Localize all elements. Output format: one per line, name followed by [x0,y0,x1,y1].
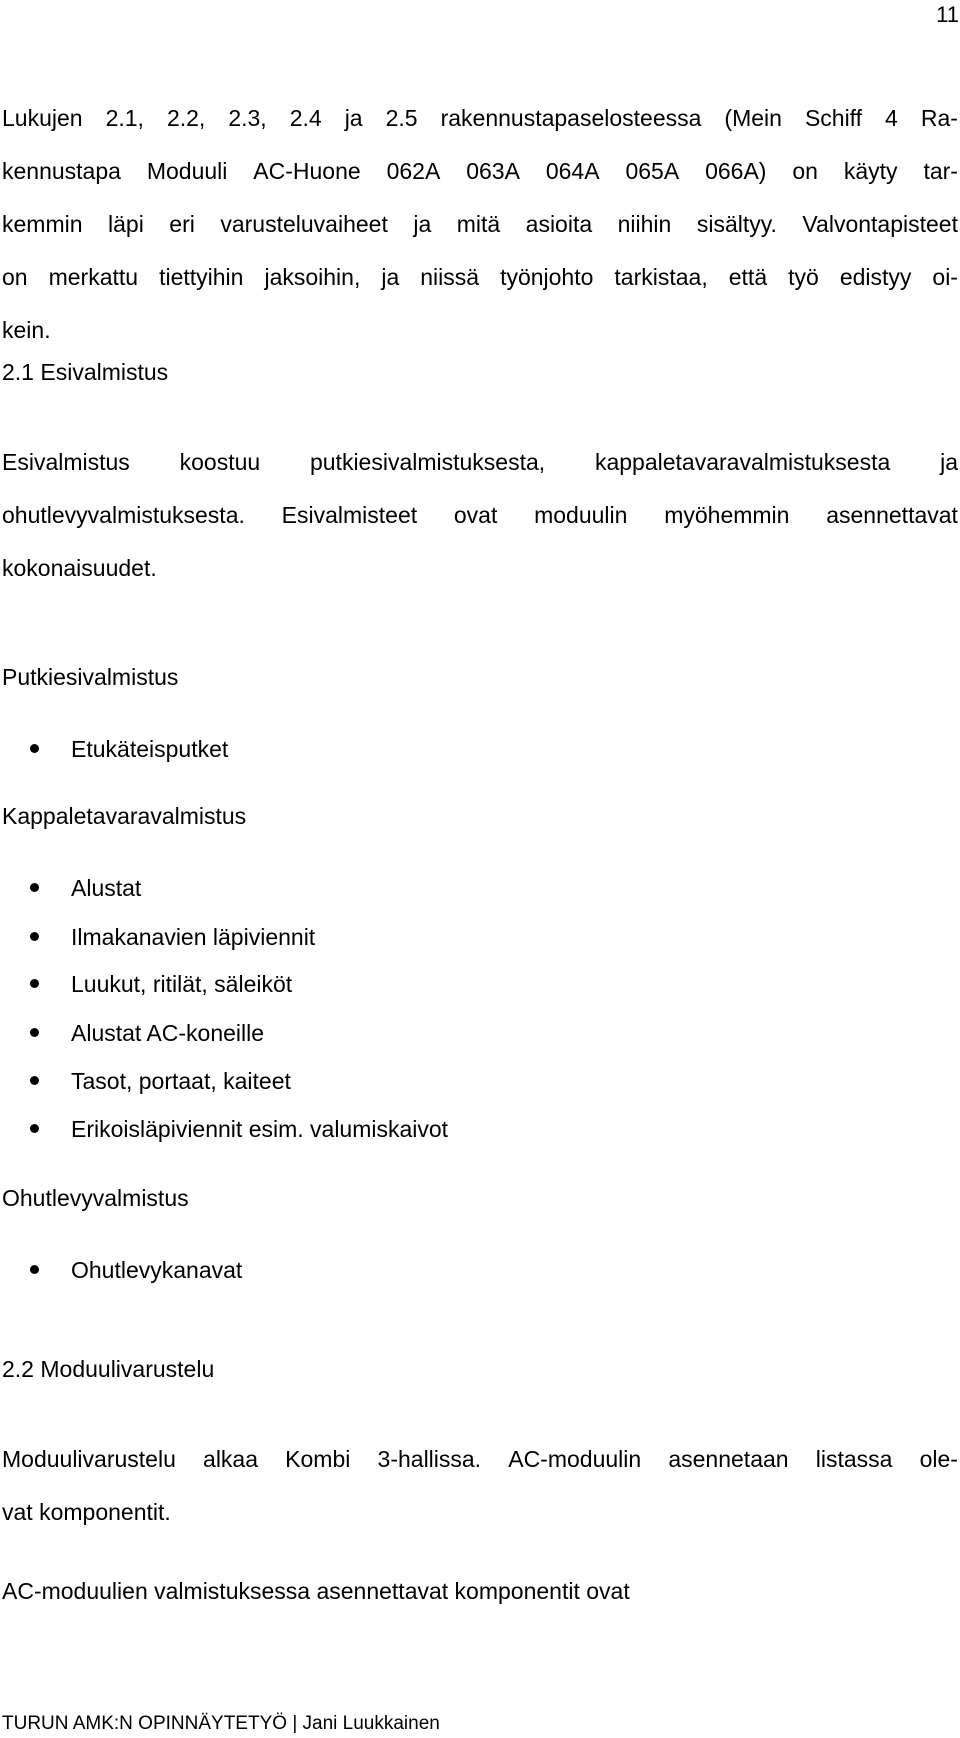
paragraph-line [2,92,958,145]
word: 062A [386,158,441,184]
word: myöhemmin [664,502,790,528]
bullet-icon [30,932,39,941]
word: 2.1, [105,105,144,131]
word: jaksoihin, [264,264,361,290]
word: ohutlevyvalmistuksesta. [2,502,245,528]
word: tiettyihin [159,264,244,290]
word: ja [344,105,363,131]
word: varusteluvaiheet [220,211,388,237]
word: merkattu [48,264,139,290]
word: 065A [625,158,680,184]
word: kappaletavaravalmistuksesta [594,449,891,475]
word: ja [381,264,400,290]
word: työnjohto [500,264,594,290]
word: Kombi [285,1446,351,1472]
word: 066A) [705,158,767,184]
word: oi- [932,264,958,290]
word: putkiesivalmistuksesta, [309,449,546,475]
word: ja [413,211,432,237]
page-footer [2,1713,440,1735]
word: 4 [885,105,898,131]
word: on [792,158,818,184]
word: niihin [617,211,672,237]
closing-line: AC-moduulien valmistuksessa asennettavat komponentit ovat [2,1578,630,1604]
bullet-icon [30,979,39,988]
group-title-kappaletavaravalmistus: Kappaletavaravalmistus [2,803,247,829]
list-item: Ilmakanavien läpiviennit [30,922,315,952]
footer-separator: | [292,1713,298,1734]
list-item: Tasot, portaat, kaiteet [30,1066,291,1096]
group-title-ohutlevyvalmistus: Ohutlevyvalmistus [2,1185,189,1211]
word: mitä [456,211,501,237]
word: asennettavat [826,502,958,528]
word: työ [788,264,819,290]
word: kennustapa [2,158,121,184]
word: 2.3, [228,105,267,131]
footer-institution: TURUN AMK:N OPINNÄYTETYÖ [2,1713,288,1734]
section-heading-2-1: 2.1 Esivalmistus [2,359,169,385]
footer-author: Jani Luukkainen [302,1713,440,1734]
word: Esivalmisteet [281,502,418,528]
word: (Mein [724,105,782,131]
word: niissä [420,264,480,290]
bullet-icon [30,883,39,892]
word: ole- [919,1446,958,1472]
bullet-icon [30,1265,39,1274]
word: moduulin [534,502,628,528]
word: sisältyy. [696,211,777,237]
word: ovat [453,502,498,528]
page-number: 11 [936,2,959,27]
word: Lukujen [2,105,83,131]
bullet-icon [30,1076,39,1085]
list-item: Etukäteisputket [30,734,228,764]
paragraph-line [2,145,958,198]
word: listassa [815,1446,893,1472]
word: läpi [108,211,144,237]
word: ja [940,449,958,475]
word: että [728,264,768,290]
list-item: Alustat [30,873,141,903]
word: Ra- [920,105,958,131]
word: tarkistaa, [614,264,708,290]
word: AC-moduulin [508,1446,642,1472]
word: Moduulivarustelu [2,1446,176,1472]
word: 063A [466,158,520,184]
intro-paragraph [2,92,958,357]
word: 3-hallissa. [377,1446,482,1472]
paragraph-line: kein. [2,317,51,343]
word: Valvontapisteet [802,211,958,237]
list-item: Luukut, ritilät, säleiköt [30,969,292,999]
paragraph-line [2,1433,958,1486]
word: asioita [525,211,593,237]
word: rakennustapaselosteessa [440,105,702,131]
word: käyty [843,158,898,184]
section-heading-2-2: 2.2 Moduulivarustelu [2,1356,215,1382]
word: 2.2, [166,105,206,131]
paragraph-line [2,251,958,304]
paragraph-line: kokonaisuudet. [2,555,157,581]
section-2-2-paragraph [2,1433,958,1539]
word: 2.4 [289,105,322,131]
word: koostuu [179,449,261,475]
word: Schiff [804,105,863,131]
word: Moduuli [146,158,228,184]
bullet-icon [30,1124,39,1133]
list-item: Ohutlevykanavat [30,1255,242,1285]
list-item: Erikoisläpiviennit esim. valumiskaivot [30,1114,448,1144]
word: alkaa [203,1446,259,1472]
list-item: Alustat AC-koneille [30,1018,264,1048]
paragraph-line [2,198,958,251]
bullet-icon [30,744,39,753]
word: 2.5 [385,105,418,131]
word: 064A [545,158,600,184]
paragraph-line: vat komponentit. [2,1499,171,1525]
word: edistyy [839,264,912,290]
word: AC-Huone [253,158,361,184]
paragraph-line [2,436,958,489]
word: tar- [923,158,958,184]
word: kemmin [2,211,83,237]
word: eri [169,211,195,237]
bullet-icon [30,1028,39,1037]
section-2-1-paragraph [2,436,958,595]
group-title-putkiesivalmistus: Putkiesivalmistus [2,664,179,690]
word: Esivalmistus [2,449,130,475]
paragraph-line [2,489,958,542]
word: asennetaan [668,1446,789,1472]
word: on [2,264,28,290]
